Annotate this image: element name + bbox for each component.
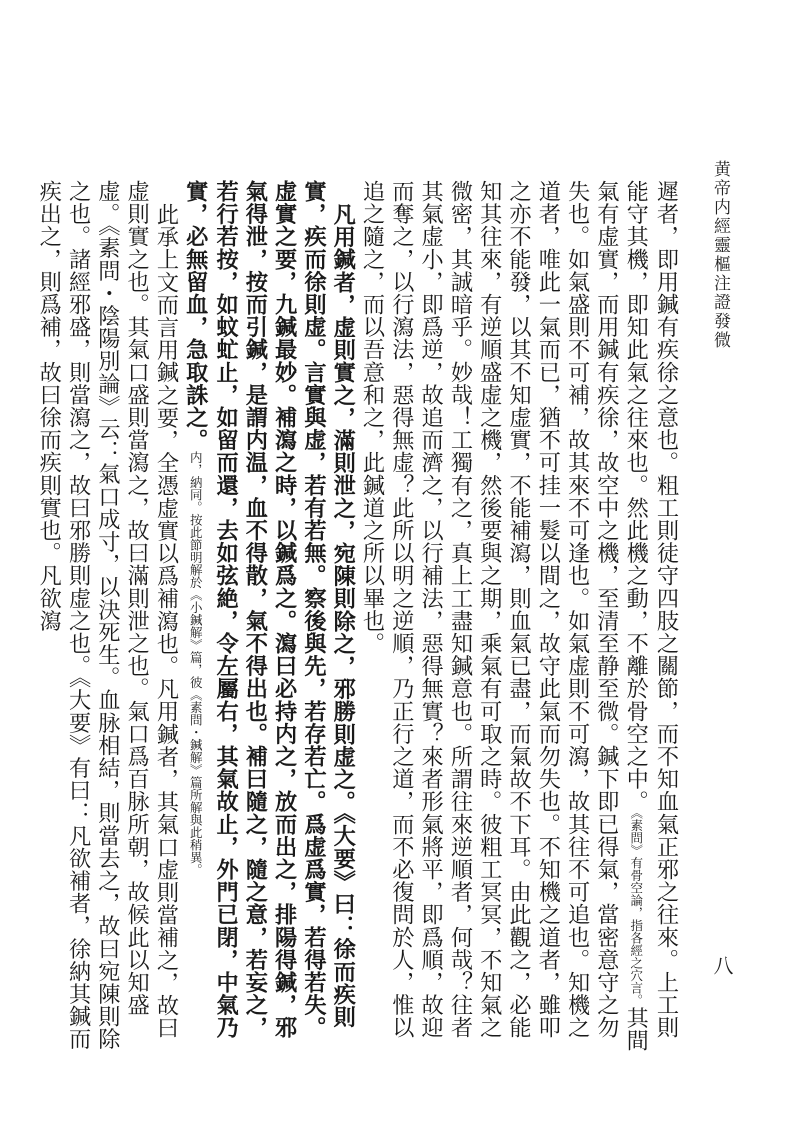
paragraph-canon-text bbox=[180, 180, 357, 1060]
paragraph-commentary bbox=[33, 180, 179, 1060]
page-number: 八 bbox=[710, 955, 734, 975]
inline-note: 《素問》有骨空論，指各經之穴言。 bbox=[628, 812, 644, 1007]
text-run: 遲者，即用鍼有疾徐之意也。粗工則徒守四肢之關節，而不知血氣正邪之往來。上工則能守其機，即知此氣之往來也。然此機之動，不離於骨空之中。 bbox=[622, 180, 679, 1039]
vertical-text-body bbox=[35, 180, 680, 1060]
paragraph bbox=[357, 180, 680, 1060]
text-run: 此承上文而言用鍼之要，全憑虚實以爲補瀉也。凡用鍼者，其氣口虚則當補之，故曰虚則實之也。其氣口盛則當瀉之，故曰滿則泄之也。氣口爲百脉所朝，故候此以知盛虚。《素問・陰陽別論》云：氣口成寸，以決死生。血脉相結，則當去之，故曰宛陳則除之也。諸經邪盛，則當瀉之，故曰邪勝則虚之也。《大要》有曰：凡欲補者，徐納其鍼而疾出之，則爲補，故曰徐而疾則實也。凡欲瀉 bbox=[35, 180, 179, 1051]
running-header-title: 黄帝内經靈樞注證發微 bbox=[710, 160, 730, 350]
inline-note: 内，納同。按此節明解於《小鍼解》篇，彼《素問・鍼解》篇所解與此稍異。 bbox=[188, 451, 204, 877]
text-run: 凡用鍼者，虚則實之，滿則泄之，宛陳則除之，邪勝則虚之。《大要》曰：徐而疾則實，疾而徐則虚。言實與虚，若有若無。察後與先，若存若亡。爲虚爲實，若得若失。虚實之要，九鍼最妙。補瀉之時，以鍼爲之。瀉曰必持内之，放而出之，排陽得鍼，邪氣得泄，按而引鍼，是謂内温，血不得散，氣不得出也。補曰隨之，隨之意，若妄之，若行若按，如蚊虻止，如留而還，去如弦絶，令左屬右，其氣故止，外門已閉，中氣乃實，必無留血，急取誅之。 bbox=[182, 180, 356, 1039]
text-run: 其間氣有虚實，而用鍼有疾徐，故空中之機，至清至静至微。鍼下即已得氣，當密意守之勿失也。如氣盛則不可補，故其來不可逢也。如氣虚則不可瀉，故其往不可追也。知機之道者，唯此一氣而已，猶不可挂一髮以間之，故守此氣而勿失也。不知機之道者，雖叩之亦不能發，以其不知虚實，不能補瀉，則血氣已盡，而氣故不下耳。由此觀之，必能知其往來，有逆順盛虚之機，然後要與之期，乘氣有可取之時。彼粗工冥冥，不知氣之微密，其誠暗乎。妙哉！工獨有之，真上工盡知鍼意也。所謂往來逆順者，何哉？往者其氣虚小，即爲逆，故追而濟之，以行補法，惡得無實？來者形氣將平，即爲順，故迎而奪之，以行瀉法，惡得無虚？此所以明之逆順，乃正行之道，而不必復問於人，惟以追之隨之，而以吾意和之，此鍼道之所以畢也。 bbox=[359, 180, 649, 1052]
